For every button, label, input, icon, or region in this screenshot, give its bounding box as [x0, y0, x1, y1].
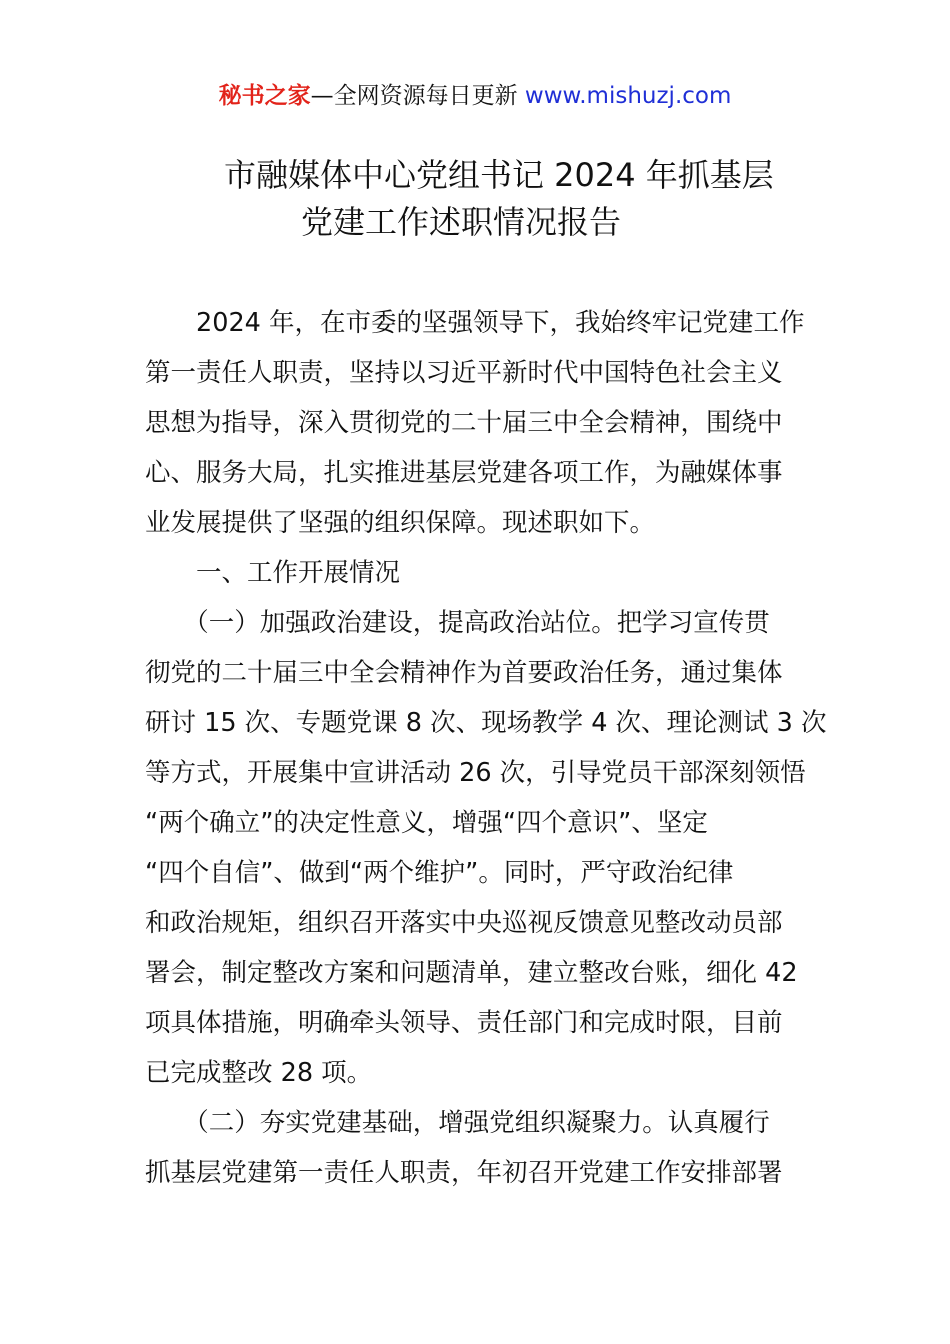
body-line: 已完成整改 28 项。 [145, 1058, 373, 1088]
body-line: 抓基层党建第一责任人职责，年初召开党建工作安排部署 [145, 1158, 783, 1188]
body-line: （一）加强政治建设，提高政治站位。把学习宣传贯 [145, 608, 770, 638]
body-line: 彻党的二十届三中全会精神作为首要政治任务，通过集体 [145, 658, 783, 688]
document-title-line-1: 市融媒体中心党组书记 2024 年抓基层 [224, 156, 774, 194]
body-line: 研讨 15 次、专题党课 8 次、现场教学 4 次、理论测试 3 次 [145, 708, 827, 738]
site-brand: 秘书之家 [218, 83, 311, 109]
body-line: 心、服务大局，扎实推进基层党建各项工作，为融媒体事 [145, 458, 783, 488]
body-line: 署会，制定整改方案和问题清单，建立整改台账，细化 42 [145, 958, 798, 988]
body-line: 项具体措施，明确牵头领导、责任部门和完成时限，目前 [145, 1008, 783, 1038]
body-line: 等方式，开展集中宣讲活动 26 次，引导党员干部深刻领悟 [145, 758, 806, 788]
body-line: 和政治规矩，组织召开落实中央巡视反馈意见整改动员部 [145, 908, 783, 938]
site-url-link[interactable]: www.mishuzj.com [524, 83, 732, 109]
document-title-line-2: 党建工作述职情况报告 [301, 203, 622, 241]
body-line: 思想为指导，深入贯彻党的二十届三中全会精神，围绕中 [145, 408, 783, 438]
body-line: “四个自信”、做到“两个维护”。同时，严守政治纪律 [145, 858, 734, 888]
site-header [0, 80, 950, 112]
body-line: 业发展提供了坚强的组织保障。现述职如下。 [145, 508, 656, 538]
section-heading: 一、工作开展情况 [145, 558, 401, 588]
body-line: （二）夯实党建基础，增强党组织凝聚力。认真履行 [145, 1108, 770, 1138]
site-tagline: —全网资源每日更新 [310, 83, 525, 109]
body-line: “两个确立”的决定性意义，增强“四个意识”、坚定 [145, 808, 708, 838]
body-line: 2024 年，在市委的坚强领导下，我始终牢记党建工作 [145, 308, 805, 338]
body-line: 第一责任人职责，坚持以习近平新时代中国特色社会主义 [145, 358, 783, 388]
